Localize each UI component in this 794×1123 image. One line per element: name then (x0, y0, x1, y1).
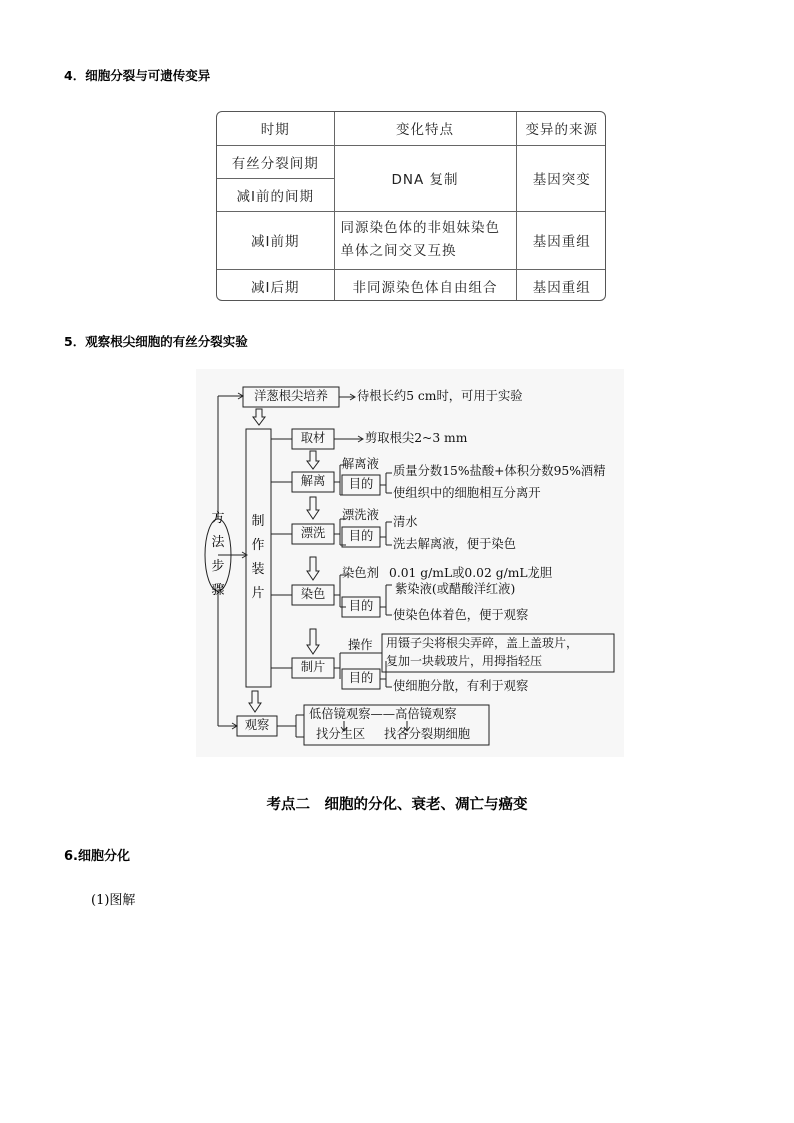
section-4-heading: 4．细胞分裂与可遗传变异 (64, 68, 211, 83)
culture-note: 待根长约5 cm时，可用于实验 (357, 389, 523, 403)
take-note: 剪取根尖2~3 mm (365, 431, 468, 445)
make-char: 片 (251, 586, 265, 601)
rinse-purpose-label: 目的 (348, 529, 374, 543)
rinse-liquid-label: 漂洗液 (342, 508, 379, 522)
rinse-liquid: 清水 (393, 515, 418, 529)
method-steps-label (208, 507, 228, 603)
table-cell-change: 同源染色体的非姐妹染色单体之间交叉互换 (334, 211, 516, 269)
exam-point-2-heading: 考点二 细胞的分化、衰老、凋亡与癌变 (266, 797, 528, 813)
method-char: 法 (211, 535, 225, 550)
stain-dye-line1: 0.01 g/mL或0.02 g/mL龙胆 (389, 566, 553, 580)
observe-left: 找分生区 (316, 727, 366, 741)
mount-op-label: 操作 (348, 638, 373, 652)
dissociate-liquid-label: 解离液 (342, 457, 379, 471)
table-cell-change: DNA 复制 (334, 145, 516, 211)
make-char: 装 (251, 562, 265, 577)
dissociate-purpose: 使组织中的细胞相互分离开 (393, 486, 541, 500)
table-cell-source: 基因重组 (516, 269, 606, 301)
dissociate-liquid: 质量分数15%盐酸+体积分数95%酒精 (393, 464, 606, 478)
rinse-box: 漂洗 (300, 526, 326, 540)
table-cell-period: 减Ⅰ前期 (217, 211, 334, 269)
dissociate-box: 解离 (300, 474, 326, 488)
table-cell-period: 减Ⅰ前的间期 (217, 178, 334, 211)
culture-box: 洋葱根尖培养 (254, 389, 328, 403)
mount-purpose: 使细胞分散，有利于观察 (393, 679, 529, 693)
rinse-purpose: 洗去解离液，便于染色 (393, 537, 516, 551)
observe-right: 找各分裂期细胞 (384, 727, 471, 741)
observe-box: 观察 (244, 718, 270, 732)
section-6-subheading: (1)图解 (91, 893, 136, 908)
method-char: 方 (211, 511, 225, 526)
table-header-change: 变化特点 (334, 112, 516, 145)
mount-op-line2: 复加一块载玻片，用拇指轻压 (386, 654, 543, 668)
table-cell-period: 有丝分裂间期 (217, 145, 334, 178)
observe-line1: 低倍镜观察——高倍镜观察 (309, 707, 457, 721)
stain-purpose-label: 目的 (348, 599, 374, 613)
section-6-heading: 6.细胞分化 (64, 849, 130, 864)
method-char: 骤 (211, 583, 225, 598)
make-char: 制 (251, 514, 265, 529)
table-cell-change: 非同源染色体自由组合 (334, 269, 516, 301)
table-header-period: 时期 (217, 112, 334, 145)
mount-box: 制片 (300, 660, 326, 674)
take-box: 取材 (300, 431, 326, 445)
stain-dye-line2: 紫染液(或醋酸洋红液) (395, 582, 516, 596)
mitosis-experiment-flowchart (196, 369, 624, 757)
table-cell-source: 基因重组 (516, 211, 606, 269)
dissociate-purpose-label: 目的 (348, 477, 374, 491)
stain-purpose: 使染色体着色，便于观察 (393, 608, 529, 622)
stain-dye-label: 染色剂 (342, 566, 379, 580)
mount-purpose-label: 目的 (348, 671, 374, 685)
make-slides-label (248, 510, 268, 606)
section-5-heading: 5．观察根尖细胞的有丝分裂实验 (64, 334, 248, 349)
variation-table (216, 111, 606, 301)
table-cell-source: 基因突变 (516, 145, 606, 211)
table-cell-period: 减Ⅰ后期 (217, 269, 334, 301)
stain-box: 染色 (300, 587, 326, 601)
make-char: 作 (251, 538, 265, 553)
method-char: 步 (211, 559, 225, 574)
mount-op-line1: 用镊子尖将根尖弄碎，盖上盖玻片， (386, 636, 579, 650)
table-header-source: 变异的来源 (516, 112, 606, 145)
